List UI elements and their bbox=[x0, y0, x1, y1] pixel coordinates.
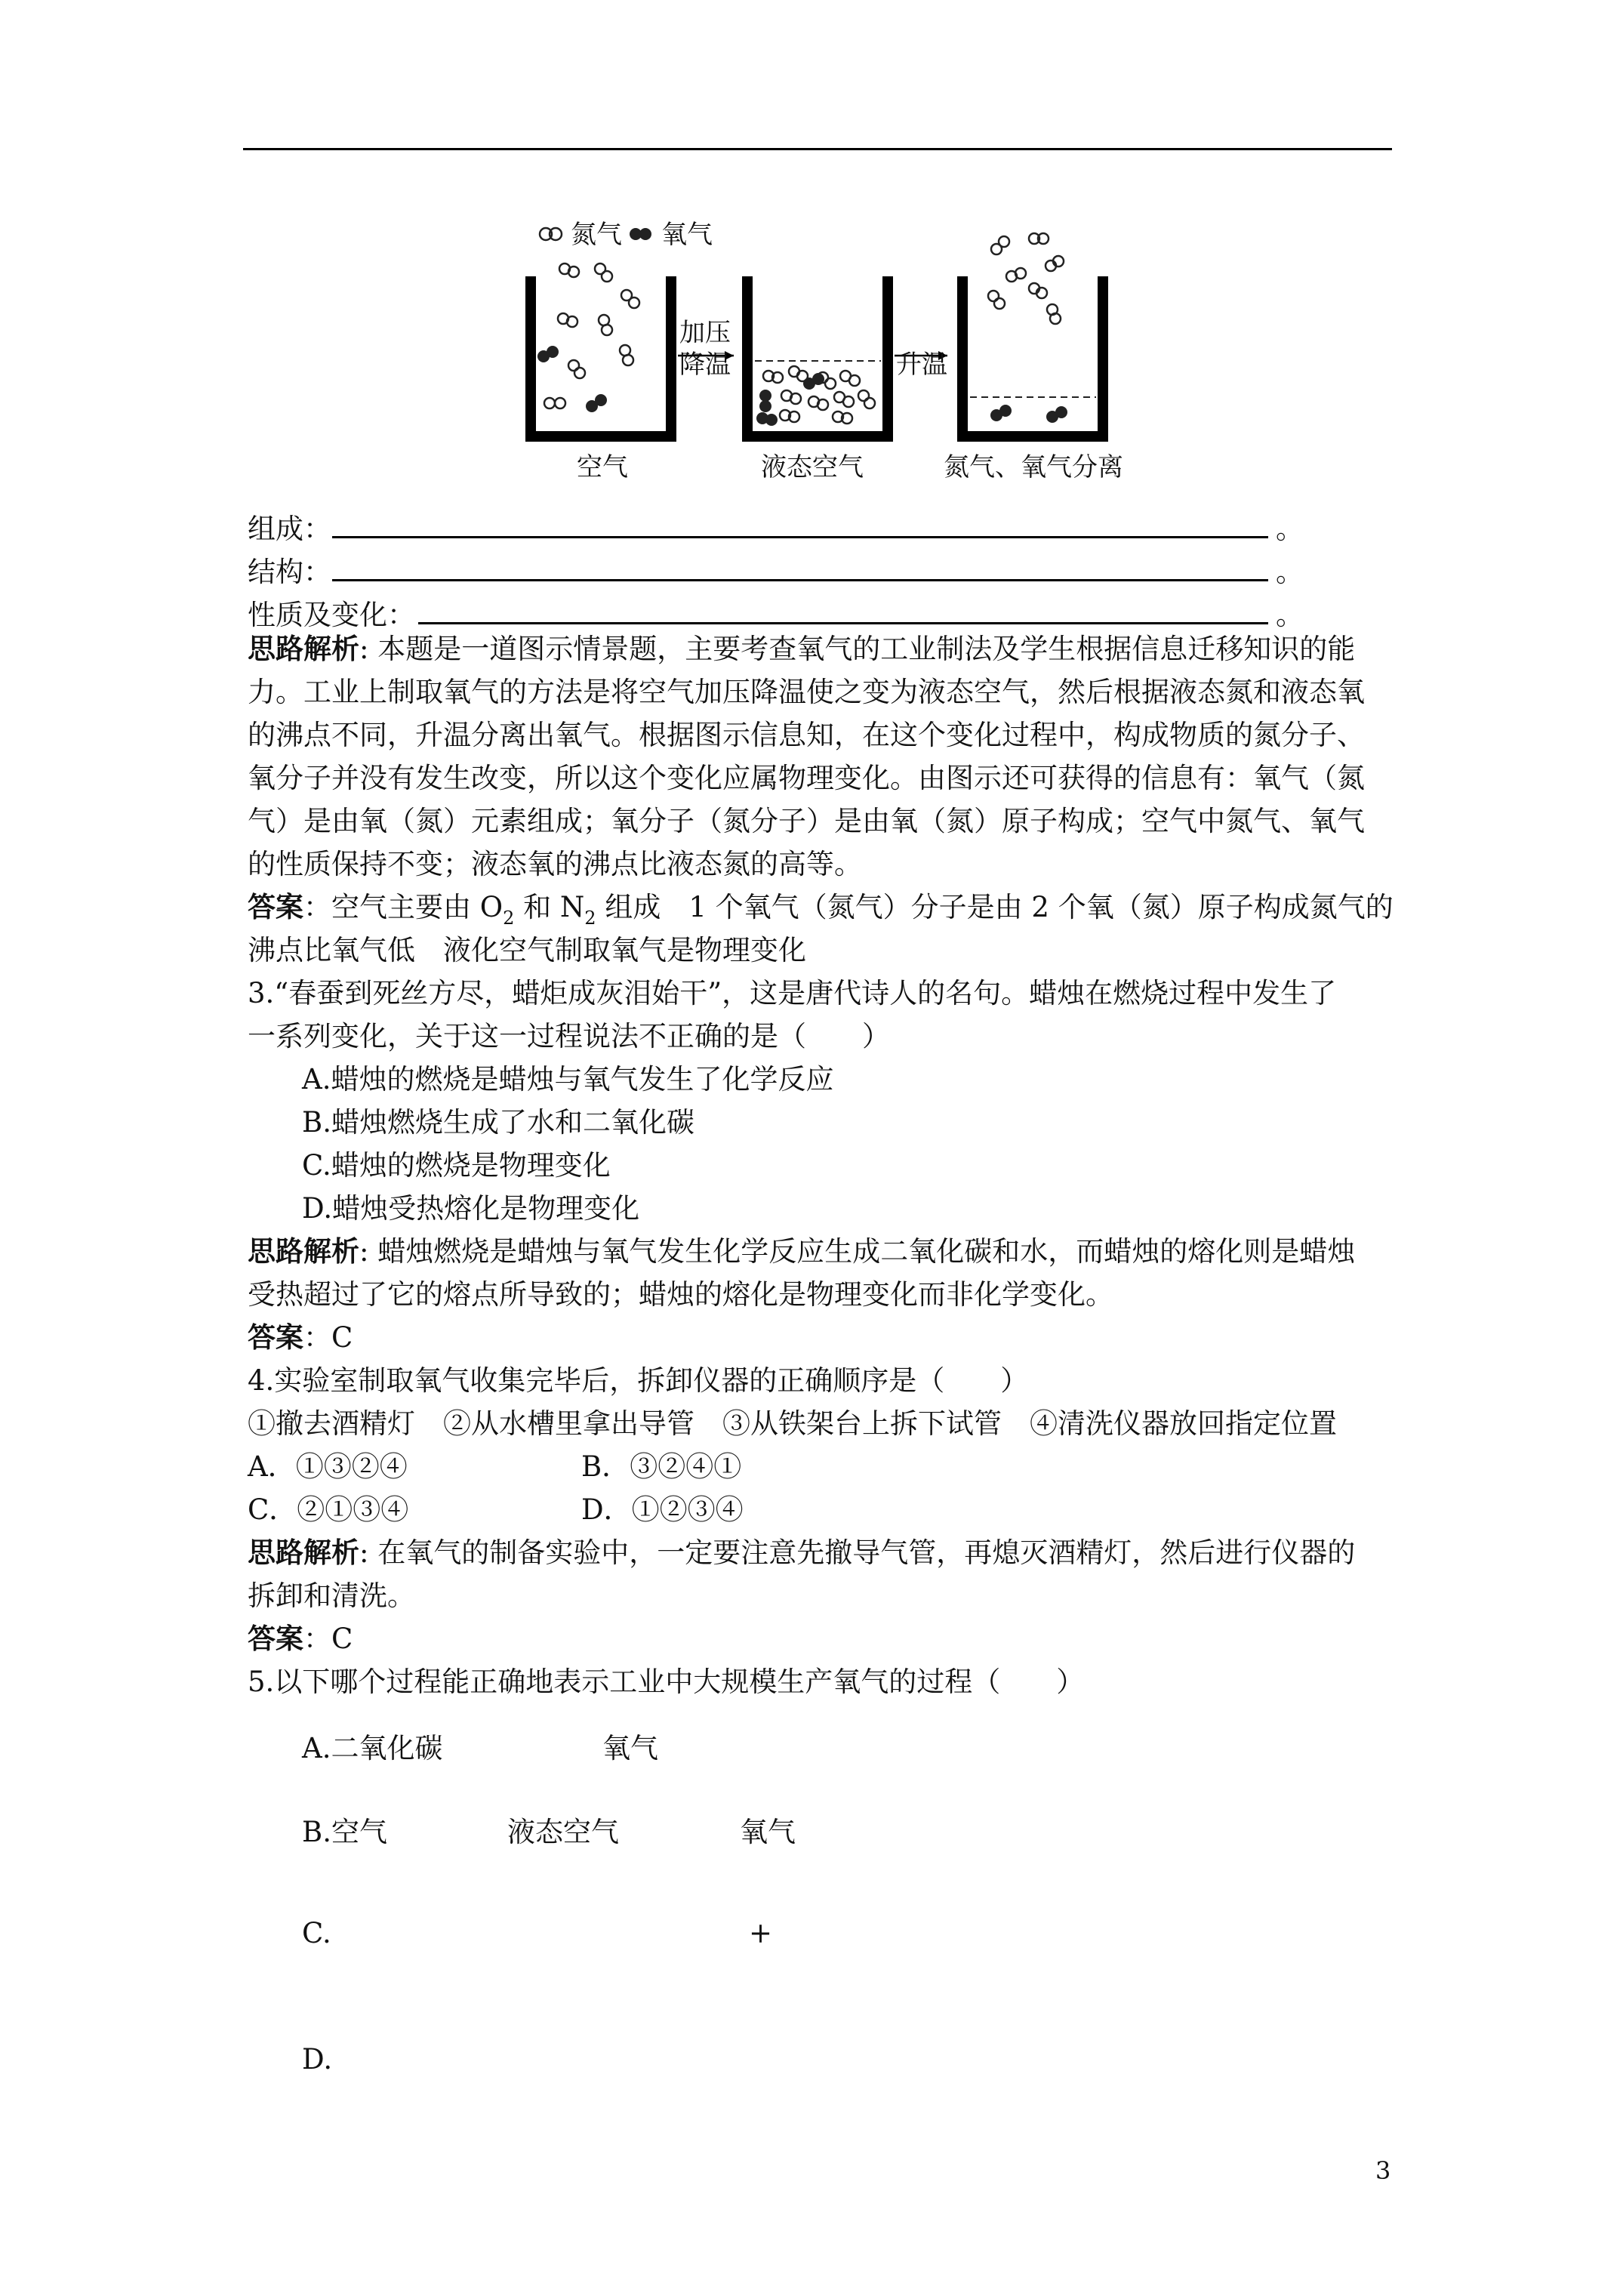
arrow1-top-label: 加压 bbox=[679, 318, 731, 348]
q3-answer-line: 答案：C bbox=[248, 1321, 353, 1354]
caption-liquid-air: 液态空气 bbox=[761, 452, 864, 482]
container-air bbox=[531, 264, 671, 436]
answer-label: 答案 bbox=[248, 1321, 303, 1354]
q4-option-b[interactable]: B．③②④① bbox=[581, 1450, 742, 1483]
q2-analysis-line: 气）是由氧（氮）元素组成；氧分子（氮分子）是由氧（氮）原子构成；空气中氮气、氧气 bbox=[248, 805, 1365, 837]
q5-option-c-plus: + bbox=[749, 1917, 773, 1949]
q2-analysis-line: 的沸点不同，升温分离出氧气。根据图示信息知，在这个变化过程中，构成物质的氮分子、 bbox=[248, 719, 1365, 751]
q4-answer-line: 答案：C bbox=[248, 1622, 353, 1655]
liquefaction-diagram bbox=[513, 216, 1155, 488]
q3-stem: 一系列变化，关于这一过程说法不正确的是（ ） bbox=[248, 1020, 890, 1052]
q4-analysis-line: 思路解析: 在氧气的制备实验中，一定要注意先撤导气管，再熄灭酒精灯，然后进行仪器的 bbox=[248, 1536, 1356, 1569]
subscript-2: 2 bbox=[584, 908, 596, 929]
blank-end-mark: 。 bbox=[1276, 513, 1304, 545]
blank-structure bbox=[248, 549, 1380, 587]
q5-option-c[interactable]: C. bbox=[302, 1917, 331, 1949]
blank-label: 结构： bbox=[248, 556, 331, 588]
q5-option-d[interactable]: D. bbox=[302, 2043, 333, 2076]
q4-option-a[interactable]: A．①③②④ bbox=[248, 1450, 408, 1483]
q5-option-b-product: 氧气 bbox=[740, 1816, 796, 1848]
analysis-label: 思路解析 bbox=[248, 1234, 359, 1268]
analysis-label: 思路解析 bbox=[248, 1536, 359, 1569]
q3-option-d[interactable]: D.蜡烛受热熔化是物理变化 bbox=[302, 1192, 640, 1225]
header-rule bbox=[243, 148, 1392, 150]
blank-label: 组成： bbox=[248, 513, 331, 545]
q4-analysis-line: 拆卸和清洗。 bbox=[248, 1579, 415, 1612]
answer-label: 答案 bbox=[248, 1622, 303, 1655]
answer-label: 答案 bbox=[248, 890, 303, 923]
blank-composition bbox=[248, 506, 1380, 544]
q3-stem: 3.“春蚕到死丝方尽，蜡炬成灰泪始干”，这是唐代诗人的名句。蜡烛在燃烧过程中发生了 bbox=[248, 977, 1337, 1009]
q2-analysis-line: 思路解析: 本题是一道图示情景题，主要考查氧气的工业制法及学生根据信息迁移知识的能 bbox=[248, 632, 1356, 665]
blank-underline[interactable] bbox=[332, 536, 1268, 538]
legend-n2-icon bbox=[540, 228, 562, 240]
blank-end-mark: 。 bbox=[1276, 599, 1304, 631]
q2-answer-line: 答案：空气主要由 $O_2$ 和 $N_2$ 组成 1 个氧气（氮气）分子是由 2 个氧（氮）原子构成氮气的 bbox=[248, 890, 1394, 929]
caption-air: 空气 bbox=[577, 452, 628, 482]
q2-analysis-line: 力。工业上制取氧气的方法是将空气加压降温使之变为液态空气，然后根据液态氮和液态氧 bbox=[248, 676, 1365, 708]
q5-option-a[interactable]: A.二氧化碳 bbox=[302, 1732, 443, 1764]
q3-option-b[interactable]: B.蜡烛燃烧生成了水和二氧化碳 bbox=[302, 1106, 694, 1139]
container-separated bbox=[962, 233, 1103, 436]
page-number: 3 bbox=[1375, 2156, 1391, 2185]
q4-stem: 4.实验室制取氧气收集完毕后，拆卸仪器的正确顺序是（ ） bbox=[248, 1364, 1029, 1397]
q3-analysis-line: 思路解析: 蜡烛燃烧是蜡烛与氧气发生化学反应生成二氧化碳和水，而蜡烛的熔化则是蜡烛 bbox=[248, 1234, 1356, 1268]
q3-analysis-line: 受热超过了它的熔点所导致的；蜡烛的熔化是物理变化而非化学变化。 bbox=[248, 1278, 1113, 1311]
q2-analysis-line: 的性质保持不变；液态氧的沸点比液态氮的高等。 bbox=[248, 848, 862, 880]
blank-underline[interactable] bbox=[418, 622, 1268, 624]
arrow1-bottom-label: 降温 bbox=[679, 350, 731, 380]
q2-answer-line: 沸点比氧气低 液化空气制取氧气是物理变化 bbox=[248, 934, 806, 966]
blank-properties bbox=[248, 592, 1380, 630]
blank-underline[interactable] bbox=[332, 579, 1268, 581]
q3-option-c[interactable]: C.蜡烛的燃烧是物理变化 bbox=[302, 1149, 611, 1182]
container-liquid-air bbox=[747, 276, 888, 436]
q3-option-a[interactable]: A.蜡烛的燃烧是蜡烛与氧气发生了化学反应 bbox=[302, 1063, 834, 1096]
q4-option-c[interactable]: C．②①③④ bbox=[248, 1493, 409, 1526]
legend-n2-label: 氮气 bbox=[571, 220, 622, 250]
q4-option-d[interactable]: D．①②③④ bbox=[581, 1493, 744, 1526]
q5-stem: 5.以下哪个过程能正确地表示工业中大规模生产氧气的过程（ ） bbox=[248, 1666, 1085, 1698]
blank-label: 性质及变化： bbox=[248, 599, 415, 631]
q5-option-b[interactable]: B.空气 bbox=[302, 1816, 387, 1848]
q2-analysis-line: 氧分子并没有发生改变，所以这个变化应属物理变化。由图示还可获得的信息有：氧气（氮 bbox=[248, 762, 1365, 794]
arrow2-label: 升温 bbox=[896, 350, 947, 380]
subscript-2: 2 bbox=[503, 908, 515, 929]
q5-option-a-product: 氧气 bbox=[602, 1732, 658, 1764]
blank-end-mark: 。 bbox=[1276, 556, 1304, 588]
q4-steps: ①撤去酒精灯 ②从水槽里拿出导管 ③从铁架台上拆下试管 ④清洗仪器放回指定位置 bbox=[248, 1407, 1337, 1440]
legend-o2-icon bbox=[630, 228, 651, 240]
q5-option-b-middle: 液态空气 bbox=[507, 1816, 619, 1848]
caption-separated: 氮气、氧气分离 bbox=[944, 452, 1123, 482]
legend-o2-label: 氧气 bbox=[661, 220, 713, 250]
analysis-label: 思路解析 bbox=[248, 632, 359, 665]
diagram-graphic bbox=[513, 216, 1155, 488]
